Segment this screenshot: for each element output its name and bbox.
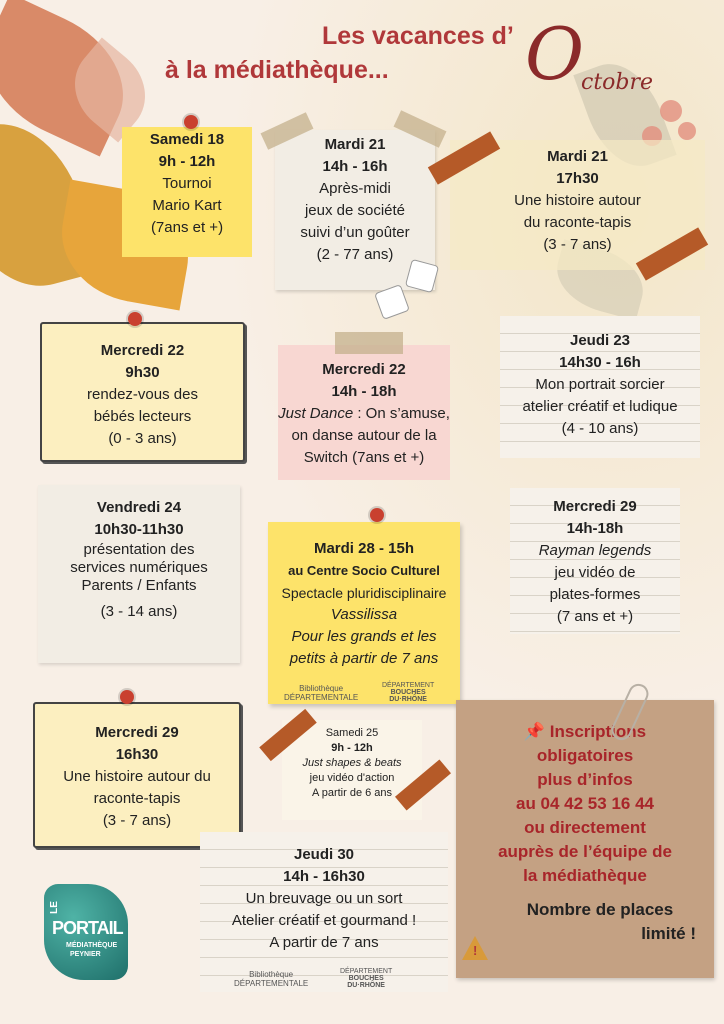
event-day: Mercredi 29 bbox=[95, 724, 179, 741]
info-line-6: auprès de l’équipe de bbox=[498, 842, 672, 861]
bibliotheque-logo-line2: DÉPARTEMENTALE bbox=[234, 979, 309, 988]
event-time: 14h-18h bbox=[566, 520, 624, 537]
event-line: du raconte-tapis bbox=[523, 214, 632, 231]
event-age: (3 - 7 ans) bbox=[102, 812, 172, 829]
event-line-suffix: : On s’amuse, bbox=[353, 405, 450, 422]
info-phone: au 04 42 53 16 44 bbox=[515, 794, 654, 813]
departement-logo-line3: DU·RHÔNE bbox=[389, 696, 427, 703]
month-initial: O bbox=[525, 12, 585, 96]
info-line-2: obligatoires bbox=[536, 746, 634, 765]
event-line: plates-formes bbox=[549, 586, 641, 603]
event-place: au Centre Socio Culturel bbox=[288, 563, 440, 578]
info-line-5: ou directement bbox=[524, 818, 646, 837]
event-age: (2 - 77 ans) bbox=[316, 246, 394, 263]
event-line: rendez-vous des bbox=[87, 386, 198, 403]
event-line: Atelier créatif et gourmand ! bbox=[231, 912, 417, 929]
event-card-ven24 bbox=[38, 485, 240, 663]
portail-logo-sub1: MÉDIATHÈQUE bbox=[66, 942, 118, 949]
portail-logo-sub2: PEYNIER bbox=[70, 951, 101, 958]
event-line: services numériques bbox=[70, 559, 208, 576]
event-game-title: Rayman legends bbox=[538, 542, 652, 559]
event-day: Mercredi 29 bbox=[553, 498, 637, 515]
event-show-title: Vassilissa bbox=[330, 606, 398, 623]
event-age: A partir de 7 ans bbox=[269, 934, 379, 951]
partner-logos bbox=[272, 682, 456, 702]
event-age: (0 - 3 ans) bbox=[108, 430, 177, 447]
event-card-mer29b bbox=[33, 702, 241, 848]
event-line: Une histoire autour du bbox=[63, 768, 211, 785]
bibliotheque-logo bbox=[284, 684, 358, 702]
event-line: Spectacle pluridisciplinaire bbox=[281, 585, 447, 601]
event-card-jeu30 bbox=[200, 832, 448, 992]
event-line: jeu vidéo d'action bbox=[309, 772, 395, 784]
event-age: (3 - 14 ans) bbox=[100, 603, 178, 620]
event-line bbox=[278, 403, 450, 425]
event-line: Tournoi bbox=[162, 175, 212, 192]
event-line: jeux de société bbox=[304, 202, 406, 219]
warning-mark: ! bbox=[473, 943, 478, 958]
event-line: Switch (7ans et +) bbox=[303, 449, 425, 466]
pushpin-icon bbox=[120, 690, 134, 704]
registration-info-box bbox=[456, 700, 714, 978]
event-line: Mon portrait sorcier bbox=[535, 376, 665, 393]
event-day: Mardi 28 - 15h bbox=[313, 540, 415, 557]
portail-logo-name: PORTAIL bbox=[52, 918, 123, 938]
event-line: bébés lecteurs bbox=[93, 408, 192, 425]
event-time: 14h - 16h30 bbox=[283, 868, 365, 885]
pushpin-icon bbox=[128, 312, 142, 326]
departement-logo-line2: BOUCHES bbox=[348, 975, 384, 982]
event-day: Samedi 18 bbox=[149, 131, 225, 148]
berry-decoration bbox=[660, 100, 682, 122]
event-card-mer29a bbox=[510, 488, 680, 634]
le-portail-logo bbox=[44, 884, 128, 980]
event-line: Après-midi bbox=[319, 180, 391, 197]
tape-strip bbox=[335, 332, 403, 354]
event-card-sam18 bbox=[122, 127, 252, 257]
event-line: Une histoire autour bbox=[514, 192, 641, 209]
event-line: présentation des bbox=[83, 541, 195, 558]
departement-logo bbox=[340, 968, 392, 989]
bibliotheque-logo-line1: Bibliothèque bbox=[249, 970, 294, 979]
event-game-title: Just Dance bbox=[278, 405, 354, 422]
event-line: Pour les grands et les bbox=[291, 628, 437, 645]
places-line-1: Nombre de places bbox=[526, 900, 674, 919]
event-line: raconte-tapis bbox=[93, 790, 181, 807]
event-card-mer22a bbox=[40, 322, 245, 462]
event-line: Mario Kart bbox=[152, 197, 222, 214]
pushpin-icon: 📌 bbox=[523, 722, 546, 741]
event-card-mer22b bbox=[278, 345, 450, 480]
info-line-1: Inscriptions bbox=[549, 722, 647, 741]
info-line bbox=[456, 720, 714, 744]
departement-logo bbox=[382, 682, 434, 703]
event-day: Samedi 25 bbox=[325, 727, 379, 739]
pushpin-icon bbox=[370, 508, 384, 522]
title-line-2: à la médiathèque... bbox=[165, 56, 389, 84]
departement-logo-line2: BOUCHES bbox=[390, 689, 426, 696]
event-time: 14h - 18h bbox=[331, 383, 397, 400]
event-age: (4 - 10 ans) bbox=[561, 420, 639, 437]
event-age: (3 - 7 ans) bbox=[543, 236, 612, 253]
event-age: A partir de 6 ans bbox=[311, 787, 393, 799]
event-day: Jeudi 30 bbox=[293, 846, 355, 863]
departement-logo-line1: DÉPARTEMENT bbox=[340, 968, 393, 975]
event-time: 16h30 bbox=[115, 746, 159, 763]
departement-logo-line3: DU·RHÔNE bbox=[347, 982, 385, 989]
berry-decoration bbox=[678, 122, 696, 140]
event-day: Mercredi 22 bbox=[100, 342, 185, 359]
event-card-jeu23 bbox=[500, 316, 700, 458]
event-game-title: Just shapes & beats bbox=[302, 757, 402, 769]
event-line: jeu vidéo de bbox=[554, 564, 636, 581]
event-age: (7ans et +) bbox=[150, 219, 224, 236]
info-line-3: plus d’infos bbox=[537, 770, 633, 789]
event-time: 14h30 - 16h bbox=[559, 354, 641, 371]
event-line: on danse autour de la bbox=[291, 427, 437, 444]
event-time: 9h - 12h bbox=[158, 153, 216, 170]
event-age: (7 ans et +) bbox=[556, 608, 634, 625]
event-time: 17h30 bbox=[556, 170, 599, 187]
event-line: petits à partir de 7 ans bbox=[289, 650, 439, 667]
event-day: Mardi 21 bbox=[547, 148, 608, 165]
partner-logos bbox=[220, 968, 430, 988]
event-day: Vendredi 24 bbox=[96, 499, 182, 516]
event-line: Un breuvage ou un sort bbox=[245, 890, 403, 907]
info-line-7: la médiathèque bbox=[523, 866, 647, 885]
event-line: atelier créatif et ludique bbox=[522, 398, 678, 415]
title-line-1: Les vacances d’ bbox=[322, 22, 514, 50]
event-time: 10h30-11h30 bbox=[94, 521, 184, 538]
event-time: 9h30 bbox=[125, 364, 160, 381]
event-card-mar28 bbox=[268, 522, 460, 704]
event-day: Mardi 21 bbox=[324, 136, 386, 153]
event-day: Jeudi 23 bbox=[569, 332, 631, 349]
portail-logo-le: LE bbox=[48, 901, 60, 914]
event-line: Parents / Enfants bbox=[81, 577, 197, 594]
title-month bbox=[525, 12, 654, 96]
departement-logo-line1: DÉPARTEMENT bbox=[382, 682, 435, 689]
month-rest: ctobre bbox=[581, 70, 654, 95]
bibliotheque-logo-line2: DÉPARTEMENTALE bbox=[284, 693, 359, 702]
event-line: suivi d’un goûter bbox=[300, 224, 410, 241]
event-day: Mercredi 22 bbox=[322, 361, 406, 378]
event-time: 9h - 12h bbox=[331, 742, 373, 754]
places-line-2: limité ! bbox=[641, 924, 696, 943]
event-time: 14h - 16h bbox=[322, 158, 388, 175]
pushpin-icon bbox=[184, 115, 198, 129]
bibliotheque-logo-line1: Bibliothèque bbox=[299, 684, 344, 693]
bibliotheque-logo bbox=[234, 970, 308, 988]
